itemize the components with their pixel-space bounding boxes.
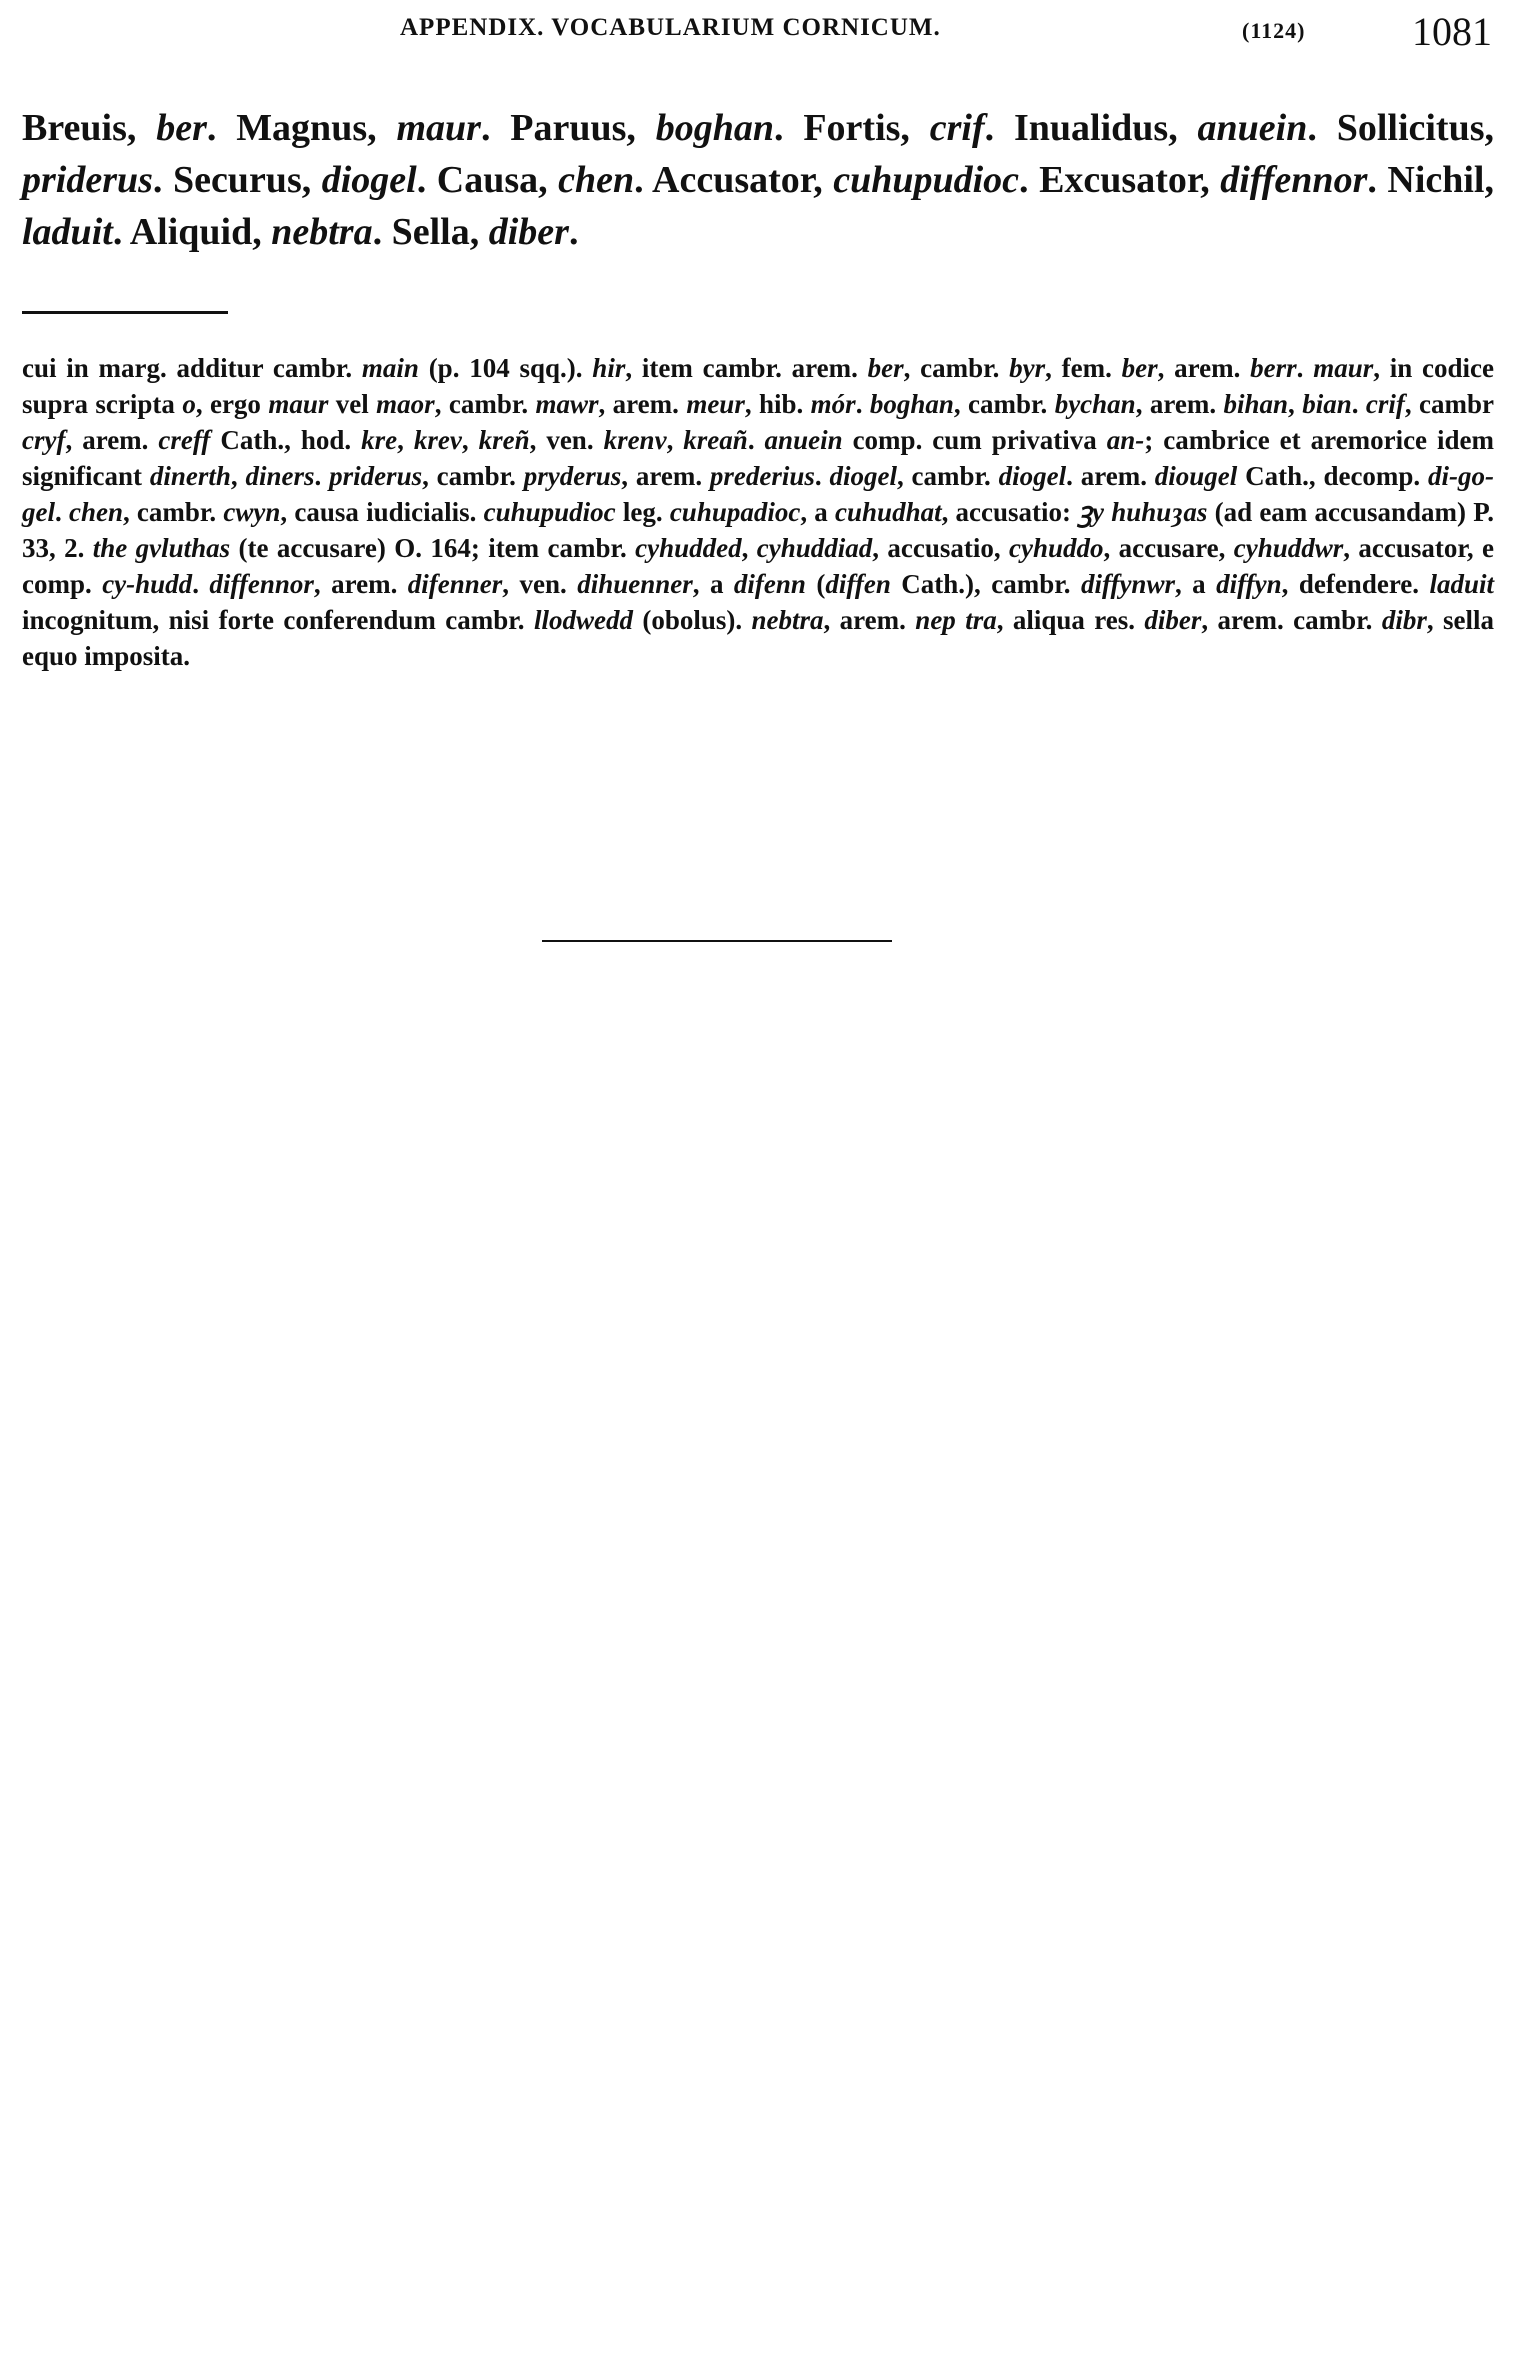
cited-form: bihan bbox=[1223, 389, 1289, 419]
note-text: (te accusare) O. 164; item cambr. bbox=[230, 533, 636, 563]
cited-form: berr bbox=[1250, 353, 1297, 383]
latin-gloss: . Nichil, bbox=[1367, 159, 1494, 201]
note-text: , hib. bbox=[744, 389, 811, 419]
cited-form: difenner bbox=[407, 569, 503, 599]
note-text: cui in marg. additur cambr. bbox=[22, 353, 362, 383]
cited-form: boghan bbox=[869, 389, 954, 419]
note-text: , cambr. bbox=[896, 461, 999, 491]
cited-form: bian bbox=[1302, 389, 1352, 419]
note-text: . bbox=[814, 461, 830, 491]
latin-gloss: . bbox=[568, 211, 579, 253]
note-text: ; cambrice et aremorice idem significant bbox=[22, 425, 1495, 491]
note-text: , arem. bbox=[65, 425, 159, 455]
cited-form: pryderus bbox=[523, 461, 622, 491]
note-text: . bbox=[747, 425, 765, 455]
cornish-word: boghan bbox=[655, 107, 775, 149]
cited-form: kreñ bbox=[478, 425, 530, 455]
note-text: Cath., hod. bbox=[210, 425, 362, 455]
cited-form: maor bbox=[376, 389, 435, 419]
cited-form: the gvluthas bbox=[92, 533, 231, 563]
cited-form: cuhupadioc bbox=[669, 497, 801, 527]
note-text: incognitum, nisi forte conferendum cambr. bbox=[22, 605, 534, 635]
cited-form: ber bbox=[867, 353, 904, 383]
note-text: . bbox=[55, 497, 69, 527]
signature-mark: (1124) bbox=[1242, 18, 1306, 43]
note-text: , causa iudicialis. bbox=[280, 497, 484, 527]
note-text: , fem. bbox=[1045, 353, 1122, 383]
cornish-word: laduit bbox=[22, 211, 113, 253]
note-text: , aliqua res. bbox=[996, 605, 1145, 635]
note-text: , ergo bbox=[195, 389, 269, 419]
note-text: , accusatio: bbox=[941, 497, 1079, 527]
note-text: . bbox=[1296, 353, 1314, 383]
cited-form: prederius bbox=[709, 461, 815, 491]
latin-gloss: . Paruus, bbox=[480, 107, 656, 149]
footnote-commentary bbox=[22, 350, 1494, 674]
cited-form: maur bbox=[268, 389, 329, 419]
latin-gloss: . Inualidus, bbox=[984, 107, 1198, 149]
cornish-word: maur bbox=[396, 107, 481, 149]
note-text: , bbox=[1288, 389, 1303, 419]
latin-gloss: . Sella, bbox=[372, 211, 489, 253]
cited-form: di-go-gel bbox=[22, 461, 1494, 527]
cornish-word: nebtra bbox=[271, 211, 373, 253]
cited-form: dihuenner bbox=[577, 569, 693, 599]
note-text: , arem. bbox=[313, 569, 408, 599]
cornish-word: priderus bbox=[22, 159, 153, 201]
cited-form: diber bbox=[1144, 605, 1202, 635]
cited-form: mór bbox=[810, 389, 856, 419]
cited-form: creff bbox=[158, 425, 211, 455]
note-text: , cambr. bbox=[422, 461, 524, 491]
latin-gloss: Breuis, bbox=[22, 107, 157, 149]
note-text: vel bbox=[328, 389, 377, 419]
latin-gloss: . Causa, bbox=[416, 159, 559, 201]
cited-form: priderus bbox=[329, 461, 423, 491]
cited-form: cyhuddwr bbox=[1233, 533, 1344, 563]
cited-form: ber bbox=[1121, 353, 1158, 383]
cited-form: cuhudhat bbox=[835, 497, 942, 527]
cited-form: dibr bbox=[1381, 605, 1427, 635]
note-text: (obolus). bbox=[632, 605, 752, 635]
latin-gloss: . Securus, bbox=[152, 159, 322, 201]
cited-form: diners bbox=[245, 461, 315, 491]
note-text: , cambr. bbox=[434, 389, 536, 419]
latin-gloss: . Magnus, bbox=[206, 107, 397, 149]
note-text: , accusare, bbox=[1103, 533, 1234, 563]
latin-gloss: . Fortis, bbox=[774, 107, 930, 149]
note-text: leg. bbox=[615, 497, 670, 527]
note-text: , cambr. bbox=[122, 497, 224, 527]
cited-form: dinerth bbox=[149, 461, 231, 491]
cited-form: cyhudded bbox=[635, 533, 742, 563]
cited-form: cryf bbox=[22, 425, 66, 455]
cited-form: nebtra bbox=[751, 605, 824, 635]
note-text: , arem. cambr. bbox=[1201, 605, 1382, 635]
note-text: , ven. bbox=[529, 425, 604, 455]
cited-form: bychan bbox=[1054, 389, 1136, 419]
cornish-word: diber bbox=[488, 211, 569, 253]
cited-form: nep tra bbox=[915, 605, 997, 635]
cited-form: crif bbox=[1365, 389, 1405, 419]
cited-form: meur bbox=[686, 389, 745, 419]
page-number: 1081 bbox=[1412, 9, 1492, 54]
note-text: , arem. bbox=[598, 389, 687, 419]
cited-form: diougel bbox=[1154, 461, 1238, 491]
cornish-word: chen bbox=[558, 159, 635, 201]
cited-form: diogel bbox=[998, 461, 1067, 491]
note-text: ( bbox=[805, 569, 826, 599]
note-text: , item cambr. arem. bbox=[625, 353, 868, 383]
cornish-word: cuhupudioc bbox=[833, 159, 1020, 201]
cornish-word: crif bbox=[929, 107, 985, 149]
cornish-word: diffennor bbox=[1220, 159, 1368, 201]
cited-form: main bbox=[361, 353, 419, 383]
cited-form: cy-hudd bbox=[102, 569, 193, 599]
note-text: Cath., decomp. bbox=[1237, 461, 1429, 491]
note-text: , cambr bbox=[1404, 389, 1494, 419]
section-end-rule bbox=[542, 940, 892, 942]
note-text: , arem. bbox=[621, 461, 710, 491]
cited-form: maur bbox=[1313, 353, 1374, 383]
cited-form: anuein bbox=[764, 425, 843, 455]
cited-form: diffennor bbox=[209, 569, 314, 599]
note-text: , accusator, e comp. bbox=[22, 533, 1494, 599]
vocabulary-entries bbox=[22, 102, 1494, 258]
note-text: comp. cum privativa bbox=[842, 425, 1107, 455]
note-text: , bbox=[741, 533, 757, 563]
note-text: , ven. bbox=[502, 569, 578, 599]
cited-form: krev bbox=[413, 425, 462, 455]
latin-gloss: . Excusator, bbox=[1019, 159, 1221, 201]
latin-gloss: . Accusator, bbox=[634, 159, 834, 201]
note-text: , bbox=[461, 425, 479, 455]
cited-form: cuhupudioc bbox=[483, 497, 616, 527]
cited-form: mawr bbox=[535, 389, 599, 419]
cornish-word: diogel bbox=[321, 159, 417, 201]
cited-form: diffen bbox=[825, 569, 891, 599]
cited-form: diffyn bbox=[1216, 569, 1282, 599]
note-text: , arem. bbox=[1135, 389, 1224, 419]
cited-form: krenv bbox=[603, 425, 667, 455]
cornish-word: anuein bbox=[1197, 107, 1308, 149]
note-text: , arem. bbox=[823, 605, 916, 635]
cited-form: chen bbox=[68, 497, 123, 527]
note-text: , accusatio, bbox=[872, 533, 1010, 563]
note-text: , a bbox=[1174, 569, 1217, 599]
note-text: , a bbox=[800, 497, 836, 527]
note-text: , bbox=[397, 425, 414, 455]
note-text: , a bbox=[692, 569, 734, 599]
cited-form: llodwedd bbox=[533, 605, 633, 635]
note-text: , in codice supra scripta bbox=[22, 353, 1495, 419]
note-text: . bbox=[1351, 389, 1366, 419]
note-text: . bbox=[314, 461, 330, 491]
latin-gloss: . Aliquid, bbox=[112, 211, 272, 253]
note-text: , defendere. bbox=[1281, 569, 1430, 599]
note-text: Cath.), cambr. bbox=[890, 569, 1081, 599]
cited-form: hir bbox=[592, 353, 626, 383]
cited-form: diogel bbox=[829, 461, 897, 491]
cited-form: laduit bbox=[1429, 569, 1495, 599]
cited-form: kre bbox=[361, 425, 398, 455]
running-header bbox=[400, 9, 1492, 54]
cited-form: cyhuddiad bbox=[756, 533, 873, 563]
cited-form: difenn bbox=[733, 569, 806, 599]
note-text: (p. 104 sqq.). bbox=[418, 353, 593, 383]
note-text: . bbox=[855, 389, 870, 419]
cited-form: byr bbox=[1009, 353, 1046, 383]
cited-form: kreañ bbox=[683, 425, 748, 455]
cited-form: diffynwr bbox=[1080, 569, 1175, 599]
cited-form: an- bbox=[1106, 425, 1145, 455]
note-text: , cambr. bbox=[953, 389, 1055, 419]
cited-form: cyhuddo bbox=[1009, 533, 1104, 563]
note-text: , sella equo imposita. bbox=[22, 605, 1494, 671]
note-text: , bbox=[230, 461, 246, 491]
latin-gloss: . Sollicitus, bbox=[1307, 107, 1494, 149]
note-text: , bbox=[666, 425, 684, 455]
cited-form: o bbox=[182, 389, 196, 419]
cited-form: cwyn bbox=[223, 497, 281, 527]
note-text: , arem. bbox=[1157, 353, 1251, 383]
cornish-word: ber bbox=[156, 107, 207, 149]
footnote-separator-rule bbox=[22, 311, 228, 314]
note-text: (ad eam accusandam) P. 33, 2. bbox=[22, 497, 1494, 563]
running-title: APPENDIX. VOCABULARIUM CORNICUM. bbox=[400, 14, 941, 41]
note-text: . arem. bbox=[1066, 461, 1155, 491]
note-text: , cambr. bbox=[903, 353, 1010, 383]
cited-form: ꝫy huhuȝas bbox=[1078, 497, 1208, 527]
note-text: . bbox=[192, 569, 210, 599]
